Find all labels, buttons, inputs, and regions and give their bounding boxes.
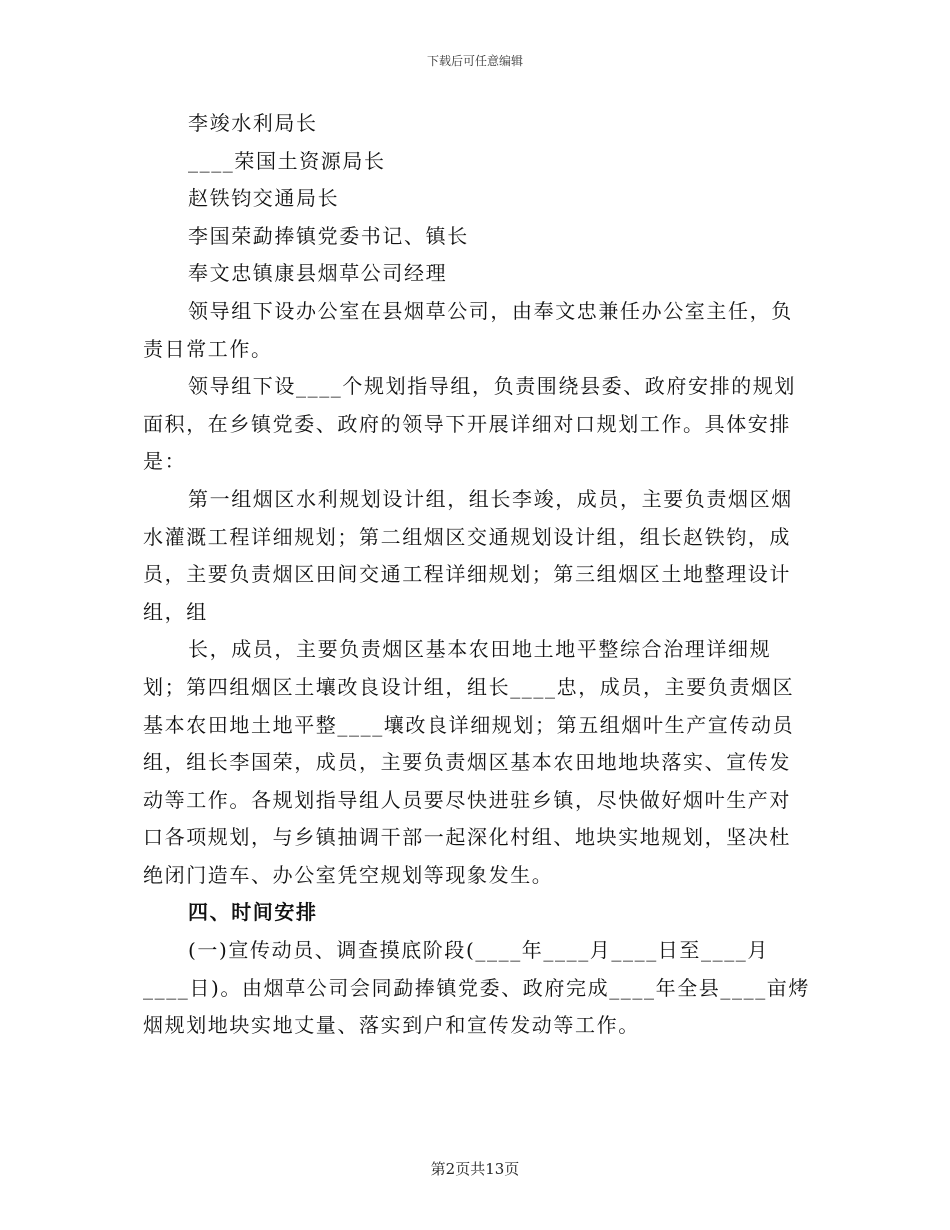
groups-detail-paragraph-2: 长，成员，主要负责烟区基本农田地土地平整综合治理详细规划；第四组烟区土壤改良设计组，组长____忠，成员，主要负责烟区基本农田地土地平整____壤改良详细规划；第五组烟叶生产宣传动员组，组长李国荣，成员，主要负责烟区基本农田地地块落实、宣传发动等工作。各规划指导组人员要尽快进驻乡镇，尽快做好烟叶生产对口各项规划，与乡镇抽调干部一起深化村组、地块实地规划，坚决杜绝闭门造车、办公室凭空规划等现象发生。	[143, 637, 795, 887]
page-header-note: 下载后可任意编辑	[426, 54, 523, 68]
groups-intro-paragraph: 领导组下设____个规划指导组，负责围绕县委、政府安排的规划面积，在乡镇党委、政府的领导下开展详细对口规划工作。具体安排是：	[143, 374, 796, 474]
member-line-tobacco: 奉文忠镇康县烟草公司经理	[188, 261, 448, 286]
member-line-water: 李竣水利局长	[188, 111, 318, 135]
member-line-land: ____荣国土资源局长	[188, 148, 386, 173]
member-line-transport: 赵铁钧交通局长	[188, 186, 340, 211]
page-number: 第2页共13页	[430, 1160, 520, 1178]
office-paragraph: 领导组下设办公室在县烟草公司，由奉文忠兼任办公室主任，负责日常工作。	[143, 298, 793, 361]
member-line-town: 李国荣勐捧镇党委书记、镇长	[188, 223, 469, 248]
document-body	[143, 105, 811, 1045]
schedule-paragraph-1: (一)宣传动员、调查摸底阶段(____年____月____日至____月____日)。由烟草公司会同勐捧镇党委、政府完成____年全县____亩烤烟规划地块实地丈量、落实到户和宣传发动等工作。	[143, 938, 811, 1038]
groups-detail-paragraph-1: 第一组烟区水利规划设计组，组长李竣，成员，主要负责烟区烟水灌溉工程详细规划；第二组烟区交通规划设计组，组长赵铁钧，成员，主要负责烟区田间交通工程详细规划；第三组烟区土地整理设计组，组	[143, 486, 793, 624]
section-heading-schedule: 四、时间安排	[188, 900, 318, 925]
